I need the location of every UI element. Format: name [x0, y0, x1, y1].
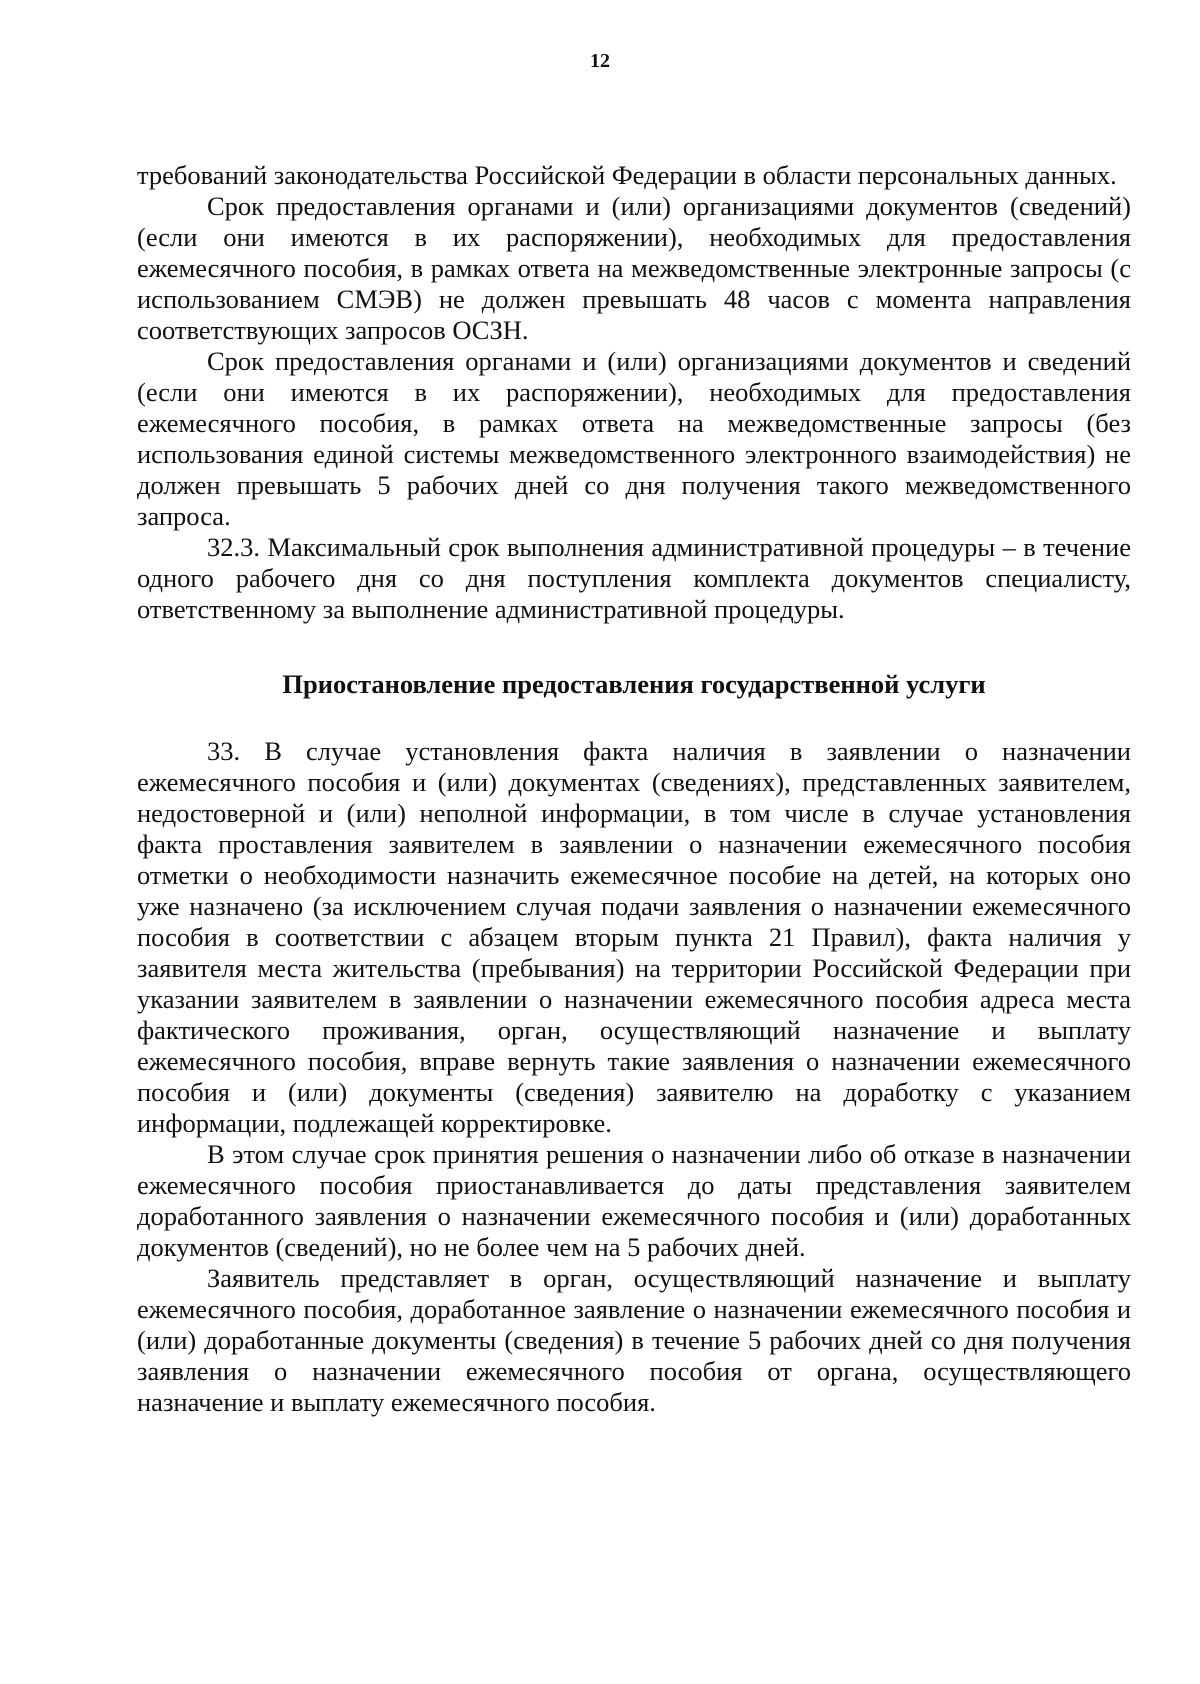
- document-body: [137, 160, 1131, 1418]
- paragraph-resubmission: Заявитель представляет в орган, осуществляющий назначение и выплату ежемесячного пособия, доработанное заявление о назначении ежемесячного пособия и (или) доработанные документы (сведения) в течение 5 рабочих дней со дня получения заявления о назначении ежемесячного пособия от органа, осуществляющего назначение и выплату ежемесячного пособия.: [137, 1263, 1131, 1417]
- section-heading: Приостановление предоставления государственной услуги: [282, 669, 986, 699]
- paragraph-interagency-deadline: Срок предоставления органами и (или) организациями документов и сведений (если они имеются в их распоряжении), необходимых для предоставления ежемесячного пособия, в рамках ответа на межведомственные запросы (без использования единой системы межведомственного электронного взаимодействия) не должен превышать 5 рабочих дней со дня получения такого межведомственного запроса.: [137, 346, 1131, 531]
- paragraph-suspension-term: В этом случае срок принятия решения о назначении либо об отказе в назначении ежемесячного пособия приостанавливается до даты представления заявителем доработанного заявления о назначении ежемесячного пособия и (или) доработанных документов (сведений), но не более чем на 5 рабочих дней.: [137, 1139, 1131, 1262]
- paragraph-continuation: требований законодательства Российской Федерации в области персональных данных.: [137, 160, 1117, 190]
- paragraph-smev-deadline: Срок предоставления органами и (или) организациями документов (сведений) (если они имеются в их распоряжении), необходимых для предоставления ежемесячного пособия, в рамках ответа на межведомственные электронные запросы (с использованием СМЭВ) не должен превышать 48 часов с момента направления соответствующих запросов ОСЗН.: [137, 191, 1131, 345]
- paragraph-33: 33. В случае установления факта наличия в заявлении о назначении ежемесячного пособия и (или) документах (сведениях), представленных заявителем, недостоверной и (или) неполной информации, в том числе в случае установления факта проставления заявителем в заявлении о назначении ежемесячного пособия отметки о необходимости назначить ежемесячное пособие на детей, на которых оно уже назначено (за исключением случая подачи заявления о назначении ежемесячного пособия в соответствии с абзацем вторым пункта 21 Правил), факта наличия у заявителя места жительства (пребывания) на территории Российской Федерации при указании заявителем в заявлении о назначении ежемесячного пособия адреса места фактического проживания, орган, осуществляющий назначение и выплату ежемесячного пособия, вправе вернуть такие заявления о назначении ежемесячного пособия и (или) документы (сведения) заявителю на доработку с указанием информации, подлежащей корректировке.: [137, 736, 1131, 1138]
- page-number: 12: [590, 50, 610, 72]
- paragraph-32-3: 32.3. Максимальный срок выполнения административной процедуры – в течение одного рабочего дня со дня поступления комплекта документов специалисту, ответственному за выполнение административной процедуры.: [137, 532, 1131, 624]
